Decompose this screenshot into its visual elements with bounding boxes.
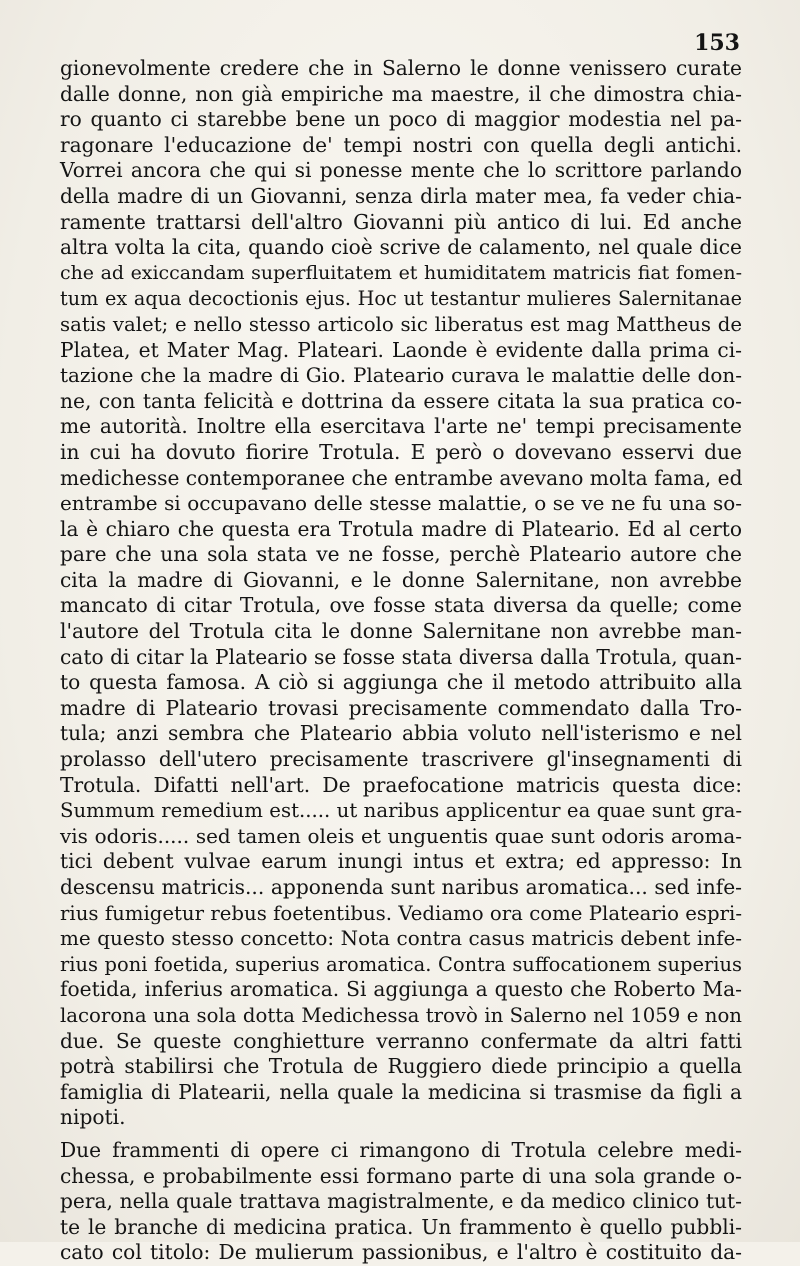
text-line: tici debent vulvae earum inungi intus et extra; ed appresso: In (60, 849, 742, 874)
text-line: la è chiaro che questa era Trotula madre di Plateario. Ed al certo (60, 516, 742, 541)
text-line: ragonare l'educazione de' tempi nostri con quella degli antichi. (60, 132, 742, 157)
text-line: me autorità. Inoltre ella esercitava l'arte ne' tempi precisamente (60, 414, 742, 439)
text-line: mancato di citar Trotula, ove fosse stata diversa da quelle; come (60, 593, 742, 618)
text-line: entrambe si occupavano delle stesse malattie, o se ve ne fu una so- (60, 491, 742, 516)
text-line: Due frammenti di opere ci rimangono di Trotula celebre medi- (60, 1137, 742, 1162)
text-line: potrà stabilirsi che Trotula de Ruggiero diede principio a quella (60, 1054, 742, 1079)
text-line: dalle donne, non già empiriche ma maestre, il che dimostra chia- (60, 81, 742, 106)
text-line: Platea, et Mater Mag. Plateari. Laonde è evidente dalla prima ci- (60, 337, 742, 362)
text-line: madre di Plateario trovasi precisamente commendato dalla Tro- (60, 695, 742, 720)
text-line: ro quanto ci starebbe bene un poco di maggior modestia nel pa- (60, 107, 742, 132)
text-line: tula; anzi sembra che Plateario abbia voluto nell'isterismo e nel (60, 721, 742, 746)
text-line: rius poni foetida, superius aromatica. Contra suffocationem superius (60, 952, 742, 976)
text-line: te le branche di medicina pratica. Un frammento è quello pubbli- (60, 1214, 742, 1239)
text-line: cita la madre di Giovanni, e le donne Salernitane, non avrebbe (60, 567, 742, 592)
text-line: foetida, inferius aromatica. Si aggiunga a questo che Roberto Ma- (60, 977, 742, 1002)
text-line: pare che una sola stata ve ne fosse, perchè Plateario autore che (60, 542, 742, 567)
text-line: Vorrei ancora che qui si ponesse mente che lo scrittore parlando (60, 158, 742, 183)
text-line: ne, con tanta felicità e dottrina da essere citata la sua pratica co- (60, 388, 742, 413)
text-line: me questo stesso concetto: Nota contra casus matricis debent infe- (60, 926, 742, 951)
text-line: cato di citar la Plateario se fosse stata diversa dalla Trotula, quan- (60, 644, 742, 669)
body-text (60, 56, 742, 1266)
text-line: della madre di un Giovanni, senza dirla mater mea, fa veder chia- (60, 183, 742, 208)
text-line: che ad exiccandam superfluitatem et humiditatem matricis fiat fomen- (60, 261, 742, 284)
text-line: vis odoris..... sed tamen oleis et unguentis quae sunt odoris aroma- (60, 823, 742, 848)
text-line: pera, nella quale trattava magistralmente, e da medico clinico tut- (60, 1189, 742, 1214)
text-line: Summum remedium est..... ut naribus applicentur ea quae sunt gra- (60, 799, 742, 823)
text-line: tazione che la madre di Gio. Plateario curava le malattie delle don- (60, 363, 742, 388)
text-line: tum ex aqua decoctionis ejus. Hoc ut testantur mulieres Salernitanae (60, 287, 742, 311)
text-line: due. Se queste conghietture verranno confermate da altri fatti (60, 1028, 742, 1053)
text-line: l'autore del Trotula cita le donne Salernitane non avrebbe man- (60, 619, 742, 644)
text-line: famiglia di Platearii, nella quale la medicina si trasmise da figli a (60, 1079, 742, 1104)
text-line: lacorona una sola dotta Medichessa trovò in Salerno nel 1059 e non (60, 1003, 742, 1027)
paragraph-end-line: nipoti. (60, 1105, 126, 1130)
text-line: cato col titolo: De mulierum passionibus, e l'altro è costituito da- (60, 1240, 742, 1265)
text-line: Trotula. Difatti nell'art. De praefocatione matricis questa dice: (60, 772, 742, 797)
text-line: to questa famosa. A ciò si aggiunga che il metodo attribuito alla (60, 670, 742, 695)
text-line: satis valet; e nello stesso articolo sic liberatus est mag Mattheus de (60, 312, 742, 336)
text-line: gionevolmente credere che in Salerno le donne venissero curate (60, 56, 742, 80)
text-line: medichesse contemporanee che entrambe avevano molta fama, ed (60, 465, 743, 490)
text-line: chessa, e probabilmente essi formano parte di una sola grande o- (60, 1163, 742, 1188)
text-line: in cui ha dovuto fiorire Trotula. E però o dovevano esservi due (60, 439, 742, 464)
page-number: 153 (694, 30, 740, 56)
text-line: prolasso dell'utero precisamente trascrivere gl'insegnamenti di (60, 747, 742, 772)
text-line: descensu matricis... apponenda sunt naribus aromatica... sed infe- (60, 875, 742, 899)
text-line: ramente trattarsi dell'altro Giovanni più antico di lui. Ed anche (60, 209, 742, 234)
text-line: altra volta la cita, quando cioè scrive de calamento, nel quale dice (60, 235, 742, 260)
text-line: rius fumigetur rebus foetentibus. Vediamo ora come Plateario espri- (60, 901, 742, 925)
